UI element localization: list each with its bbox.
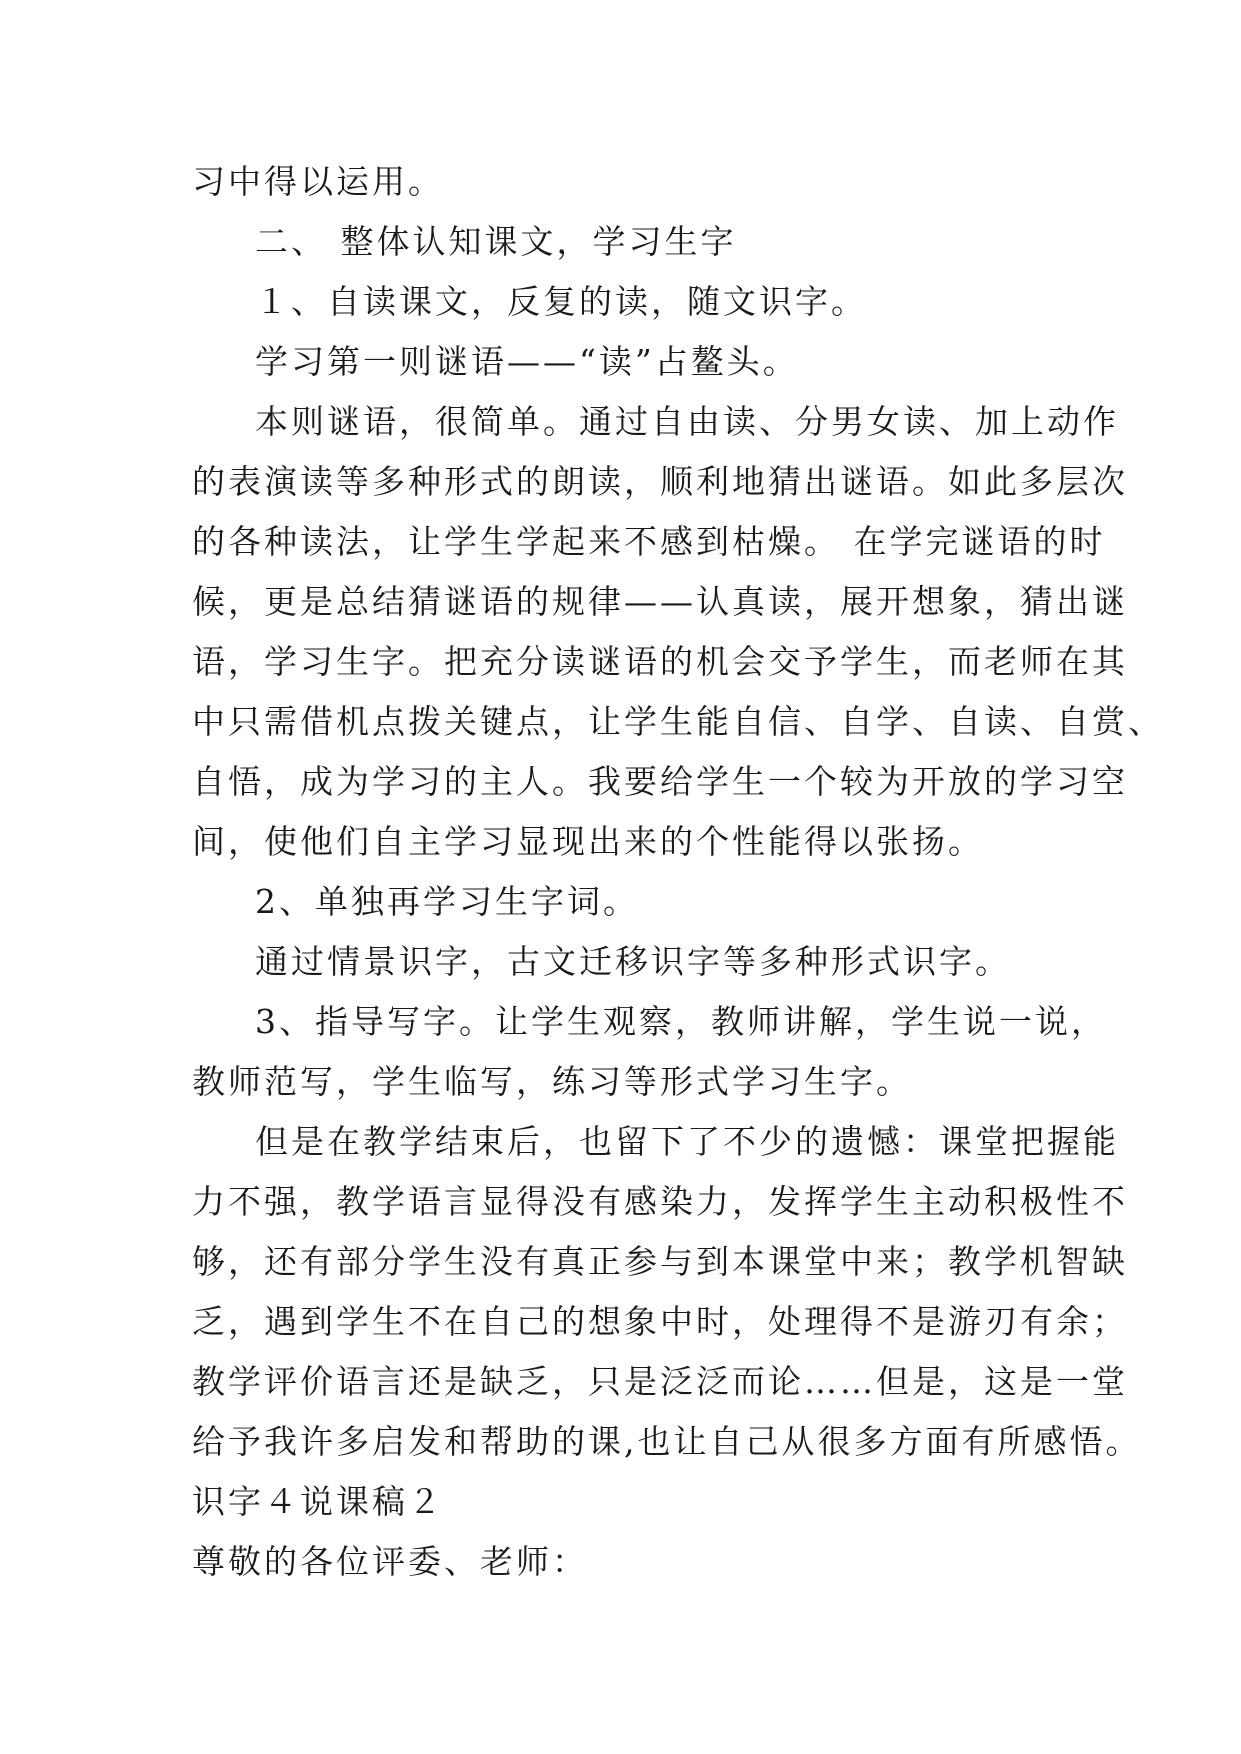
text-line: 习中得以运用。 [192,162,444,201]
text-line: 的表演读等多种形式的朗读，顺利地猜出谜语。如此多层次 [192,462,1128,501]
text-line: 语，学习生字。把充分读谜语的机会交予学生，而老师在其 [192,642,1128,681]
section-heading: 二、 整体认知课文，学习生字 [255,222,737,261]
text-line: 给予我许多启发和帮助的课,也让自己从很多方面有所感悟。 [192,1422,1142,1461]
text-line: 候，更是总结猜谜语的规律——认真读，展开想象，猜出谜 [192,582,1128,621]
text-line: 但是在教学结束后，也留下了不少的遗憾：课堂把握能 [255,1122,1119,1161]
text-line: 中只需借机点拨关键点，让学生能自信、自学、自读、自赏、 [192,702,1164,741]
text-line: １、自读课文，反复的读，随文识字。 [255,282,867,321]
text-line: 自悟，成为学习的主人。我要给学生一个较为开放的学习空 [192,762,1128,801]
text-line: 本则谜语，很简单。通过自由读、分男女读、加上动作 [255,402,1119,441]
text-line: 学习第一则谜语——“读”占鳌头。 [255,342,799,381]
text-line: 教学评价语言还是缺乏，只是泛泛而论……但是，这是一堂 [192,1362,1128,1401]
salutation: 尊敬的各位评委、老师： [192,1542,588,1581]
text-line: 乏，遇到学生不在自己的想象中时，处理得不是游刃有余； [192,1302,1128,1341]
text-line: 3、指导写字。让学生观察，教师讲解，学生说一说， [255,1002,1107,1041]
text-line: 的各种读法，让学生学起来不感到枯燥。 在学完谜语的时 [192,522,1106,561]
text-line: 通过情景识字，古文迁移识字等多种形式识字。 [255,942,1011,981]
document-title: 识字４说课稿２ [192,1482,444,1521]
text-line: 间，使他们自主学习显现出来的个性能得以张扬。 [192,822,984,861]
text-line: 够，还有部分学生没有真正参与到本课堂中来；教学机智缺 [192,1242,1128,1281]
text-line: 2、单独再学习生字词。 [255,882,639,921]
text-line: 教师范写，学生临写，练习等形式学习生字。 [192,1062,912,1101]
text-line: 力不强，教学语言显得没有感染力，发挥学生主动积极性不 [192,1182,1128,1221]
